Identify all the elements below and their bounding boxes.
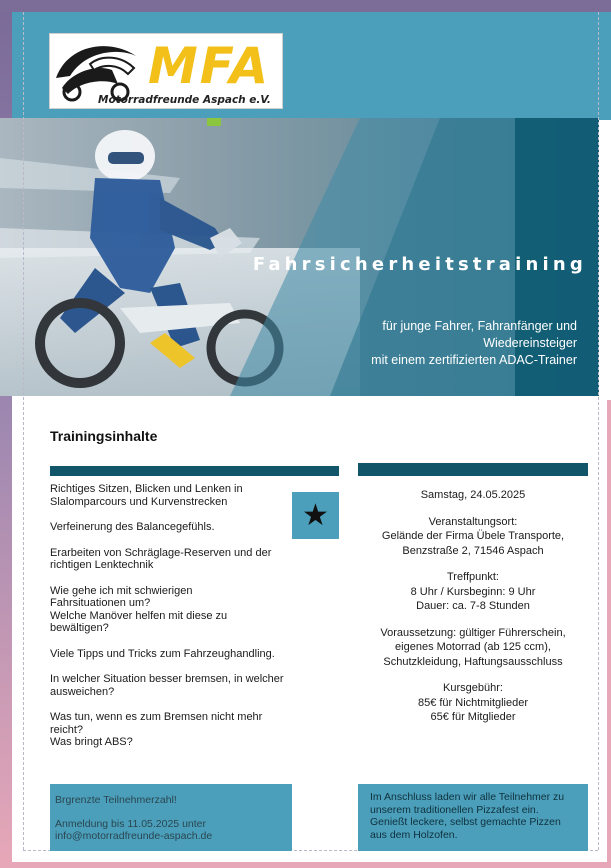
list-item-line: richtigen Lenktechnik bbox=[50, 559, 154, 571]
list-item-line: Was bringt ABS? bbox=[50, 736, 133, 748]
logo-brand-text: MFA bbox=[148, 37, 271, 95]
list-item-line: Erarbeiten von Schräglage-Reserven und der bbox=[50, 546, 272, 559]
detail-meeting-point bbox=[358, 570, 588, 614]
list-item bbox=[50, 711, 295, 749]
detail-line: Dauer: ca. 7-8 Stunden bbox=[416, 600, 530, 612]
list-item-line: Slalomparcours und Kurvenstrecken bbox=[50, 495, 228, 508]
detail-line: Veranstaltungsort: bbox=[428, 515, 518, 528]
detail-line: 65€ für Mitglieder bbox=[430, 711, 516, 723]
registration-text: Anmeldung bis 11.05.2025 unter bbox=[55, 818, 206, 830]
list-item-line: Welche Manöver helfen mit diese zu bbox=[50, 609, 228, 622]
right-column-bar bbox=[358, 463, 588, 476]
hero-title: Fahrsicherheitstraining bbox=[252, 254, 587, 275]
registration-box bbox=[50, 784, 292, 851]
list-item-line: In welcher Situation besser bremsen, in welcher bbox=[50, 673, 284, 685]
detail-venue bbox=[358, 515, 588, 559]
hero-subtitle-line: Wiedereinsteiger bbox=[483, 336, 577, 350]
list-item-line: Verfeinerung des Balancegefühls. bbox=[50, 521, 215, 533]
detail-line: Benzstraße 2, 71546 Aspach bbox=[402, 544, 544, 557]
pizzafest-line: unserem traditionellen Pizzafest ein. bbox=[370, 803, 539, 816]
detail-line: Samstag, 24.05.2025 bbox=[420, 489, 526, 501]
pizzafest-line: Im Anschluss laden wir alle Teilnehmer zu bbox=[370, 791, 565, 803]
list-item-line: ausweichen? bbox=[50, 685, 115, 698]
list-item bbox=[50, 547, 295, 572]
detail-line: 85€ für Nichtmitglieder bbox=[417, 696, 529, 709]
club-logo bbox=[49, 33, 283, 109]
list-item bbox=[50, 648, 295, 661]
training-contents-list bbox=[50, 483, 295, 762]
detail-line: Schutzkleidung, Haftungsausschluss bbox=[383, 655, 563, 668]
detail-line: Voraussetzung: gültiger Führerschein, bbox=[380, 626, 566, 639]
dashed-guide-left bbox=[23, 12, 24, 850]
list-item bbox=[50, 585, 295, 635]
list-item-line: Viele Tipps und Tricks zum Fahrzeughandling. bbox=[50, 647, 275, 660]
detail-line: Gelände der Firma Übele Transporte, bbox=[381, 530, 565, 542]
dashed-guide-right bbox=[598, 12, 599, 850]
detail-fee bbox=[358, 681, 588, 725]
list-item-line: reicht? bbox=[50, 723, 84, 736]
left-column-bar bbox=[50, 466, 339, 476]
detail-line: eigenes Motorrad (ab 125 ccm), bbox=[395, 641, 551, 653]
list-item-line: bewältigen? bbox=[50, 622, 109, 634]
list-item-line: Wie gehe ich mit schwierigen bbox=[50, 584, 193, 597]
list-item bbox=[50, 521, 295, 534]
list-item-line: Richtiges Sitzen, Blicken und Lenken in bbox=[50, 483, 243, 495]
list-item bbox=[50, 673, 295, 698]
list-item-line: Fahrsituationen um? bbox=[50, 597, 151, 609]
detail-requirements bbox=[358, 626, 588, 670]
top-frame-strip bbox=[0, 0, 611, 12]
star-icon: ★ bbox=[292, 492, 339, 539]
detail-date bbox=[358, 488, 588, 503]
list-item bbox=[50, 483, 295, 508]
registration-email: info@motorradfreunde-aspach.de bbox=[55, 830, 213, 842]
hero-banner bbox=[0, 118, 599, 396]
detail-line: 8 Uhr / Kursbeginn: 9 Uhr bbox=[410, 585, 536, 598]
hero-subtitle-line: mit einem zertifizierten ADAC-Trainer bbox=[371, 353, 577, 367]
bottom-frame-strip bbox=[0, 862, 611, 868]
detail-line: Kursgebühr: bbox=[443, 682, 503, 694]
pizzafest-line: Genießt leckere, selbst gemachte Pizzen bbox=[370, 816, 561, 828]
pizzafest-line: aus dem Holzofen. bbox=[370, 828, 458, 841]
pizzafest-box bbox=[358, 784, 588, 851]
section-title: Trainingsinhalte bbox=[50, 428, 158, 444]
hero-subtitle bbox=[297, 318, 577, 369]
participant-limit-text: Brgrenzte Teilnehmerzahl! bbox=[55, 794, 177, 806]
hero-subtitle-line: für junge Fahrer, Fahranfänger und bbox=[382, 319, 577, 333]
detail-line: Treffpunkt: bbox=[447, 571, 499, 583]
logo-subtitle: Motorradfreunde Aspach e.V. bbox=[98, 94, 271, 106]
list-item-line: Was tun, wenn es zum Bremsen nicht mehr bbox=[50, 711, 263, 723]
event-details bbox=[358, 488, 588, 737]
right-frame-strip bbox=[607, 400, 611, 868]
